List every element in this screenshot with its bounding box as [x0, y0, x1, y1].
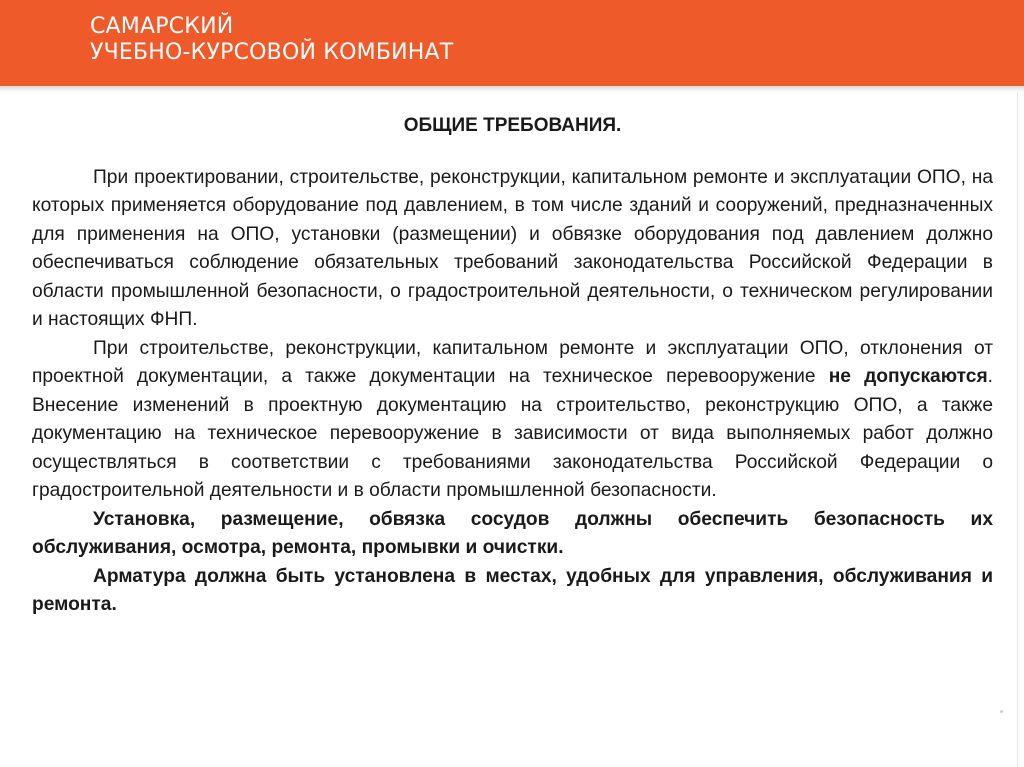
brand-line-1: САМАРСКИЙ — [90, 14, 234, 39]
brand-logo-text — [90, 14, 453, 66]
paragraph-4: Арматура должна быть установлена в местах, удобных для управления, обслуживания и ремонта. — [32, 565, 993, 615]
corner-dot — [1000, 710, 1003, 713]
paragraph-3: Установка, размещение, обвязка сосудов должны обеспечить безопасность их обслуживания, осмотра, ремонта, промывки и очистки. — [32, 508, 993, 558]
paragraph-2-end: . Внесение изменений в проектную документацию на строительство, реконструкцию ОПО, а также документацию на техническое перевооружение в зависимости от вида выполняемых работ должно осуществляться в соответствии с требованиями законодательства Российской Федерации о градостроительной деятельности и в области промышленной безопасности. — [32, 366, 993, 501]
paragraph-2-start: При строительстве, реконструкции, капитальном ремонте и эксплуатации ОПО, отклонения от проектной документации, а также документации на техническое перевооружение — [32, 337, 993, 387]
paragraph-2-emphasis: не допускаются — [828, 366, 988, 387]
paragraph-2 — [32, 335, 993, 506]
document-body — [32, 112, 993, 620]
document-title: ОБЩИЕ ТРЕБОВАНИЯ. — [403, 115, 622, 136]
brand-line-2: УЧЕБНО-КУРСОВОЙ КОМБИНАТ — [90, 40, 454, 65]
paragraph-1: При проектировании, строительстве, реконструкции, капитальном ремонте и эксплуатации ОПО, на которых применяется оборудование под давлением, в том числе зданий и сооружений, предназначенных для применения на ОПО, установки (размещении) и обвязке оборудования под давлением должно обеспечиваться соблюдение обязательных требований законодательства Российской Федерации в области промышленной безопасности, о градостроительной деятельности, о техническом регулировании и настоящих ФНП. — [32, 166, 993, 330]
